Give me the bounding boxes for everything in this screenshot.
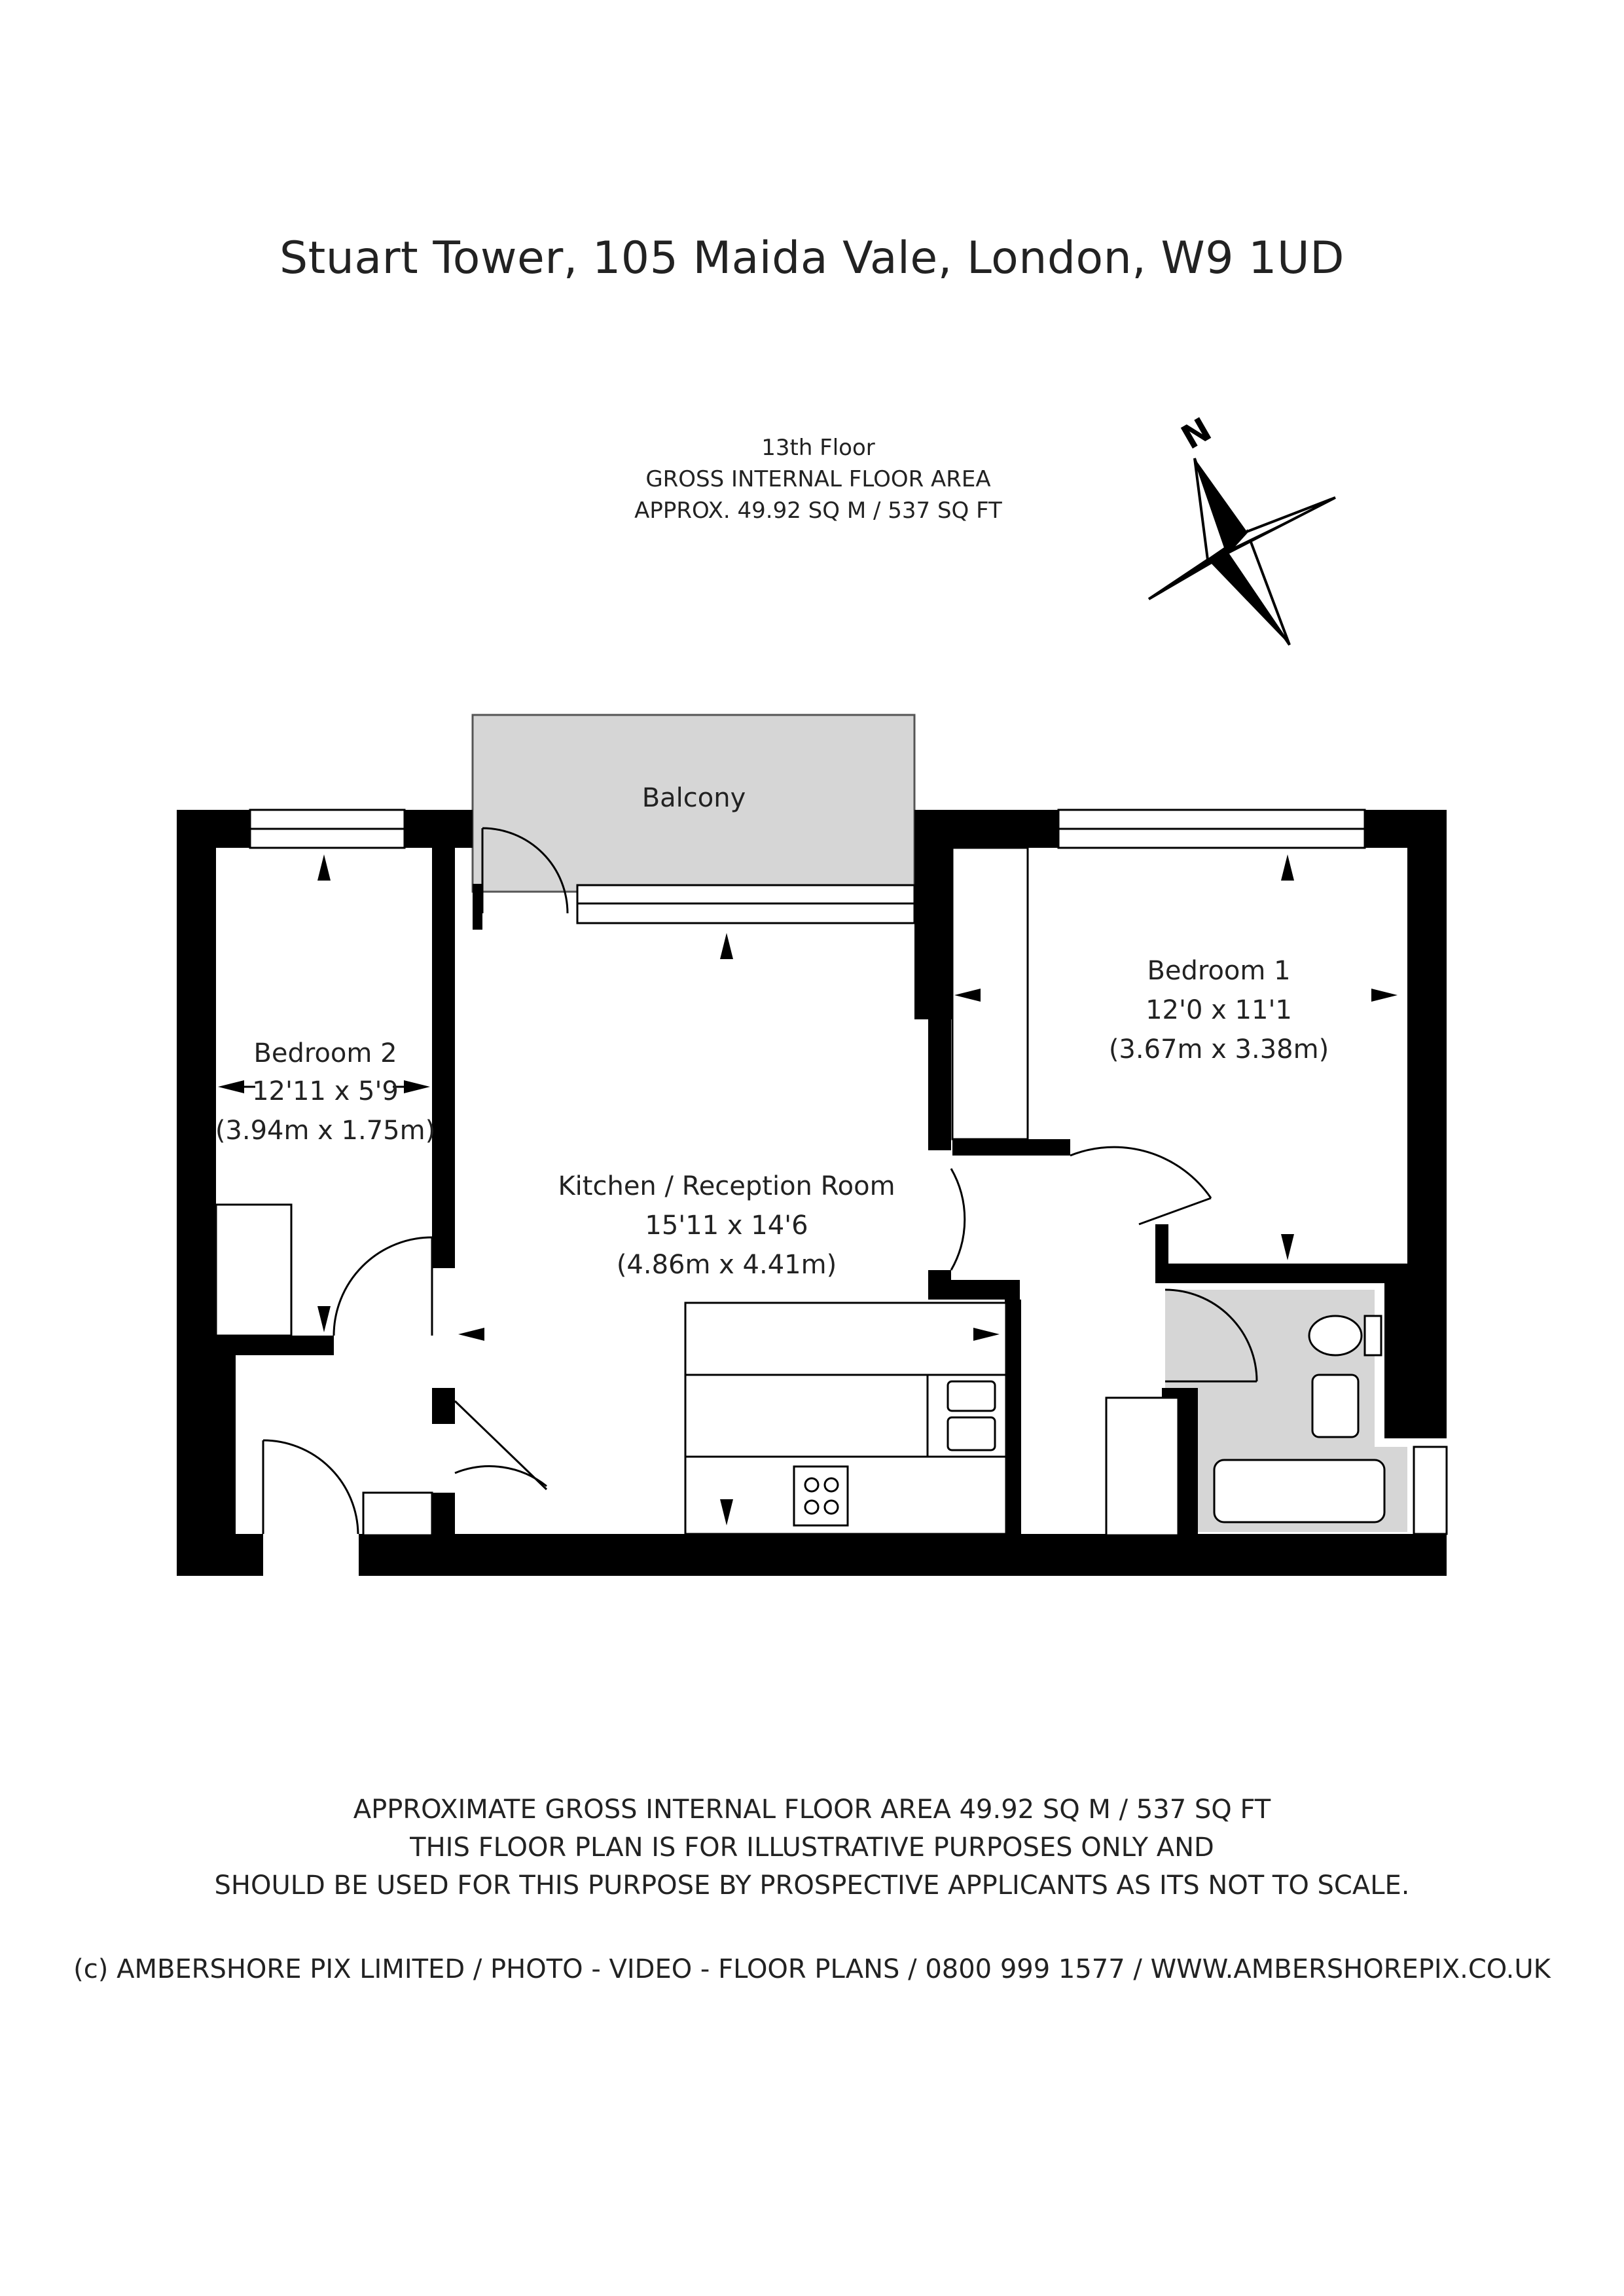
bedroom2-metric: (3.94m x 1.75m) bbox=[215, 1116, 436, 1146]
bedroom2-label: Bedroom 2 bbox=[253, 1038, 397, 1068]
basin-icon bbox=[1312, 1375, 1358, 1437]
bath-icon bbox=[1214, 1460, 1384, 1522]
sink-icon bbox=[948, 1381, 995, 1411]
area-value: APPROX. 49.92 SQ M / 537 SQ FT bbox=[634, 498, 1002, 524]
page-title: Stuart Tower, 105 Maida Vale, London, W9 1UD bbox=[279, 232, 1344, 284]
north-label: N bbox=[1175, 410, 1218, 457]
disclaimer-line3: SHOULD BE USED FOR THIS PURPOSE BY PROSPECTIVE APPLICANTS AS ITS NOT TO SCALE. bbox=[214, 1870, 1410, 1901]
credit-line: (c) AMBERSHORE PIX LIMITED / PHOTO - VIDEO - FLOOR PLANS / 0800 999 1577 / WWW.AMBERSHOREPIX.CO.UK bbox=[73, 1954, 1551, 1984]
bedroom1-label: Bedroom 1 bbox=[1147, 956, 1291, 986]
hob-icon bbox=[794, 1467, 848, 1525]
kitchen-island bbox=[685, 1303, 1006, 1375]
floor-label: 13th Floor bbox=[761, 435, 875, 461]
kitchen-imperial: 15'11 x 14'6 bbox=[645, 1211, 808, 1241]
disclaimer-line2: THIS FLOOR PLAN IS FOR ILLUSTRATIVE PURPOSES ONLY AND bbox=[410, 1832, 1214, 1863]
kitchen-metric: (4.86m x 4.41m) bbox=[616, 1250, 837, 1280]
compass-icon bbox=[1149, 410, 1335, 645]
disclaimer bbox=[0, 1791, 1624, 1904]
bedroom1-metric: (3.67m x 3.38m) bbox=[1108, 1034, 1329, 1065]
toilet-icon bbox=[1309, 1316, 1362, 1355]
balcony-label: Balcony bbox=[641, 783, 746, 813]
bedroom2-imperial: 12'11 x 5'9 bbox=[252, 1076, 399, 1106]
kitchen-label: Kitchen / Reception Room bbox=[558, 1171, 895, 1201]
bedroom1-imperial: 12'0 x 11'1 bbox=[1146, 995, 1292, 1025]
disclaimer-line1: APPROXIMATE GROSS INTERNAL FLOOR AREA 49.92 SQ M / 537 SQ FT bbox=[353, 1795, 1271, 1825]
area-heading: GROSS INTERNAL FLOOR AREA bbox=[645, 466, 991, 492]
